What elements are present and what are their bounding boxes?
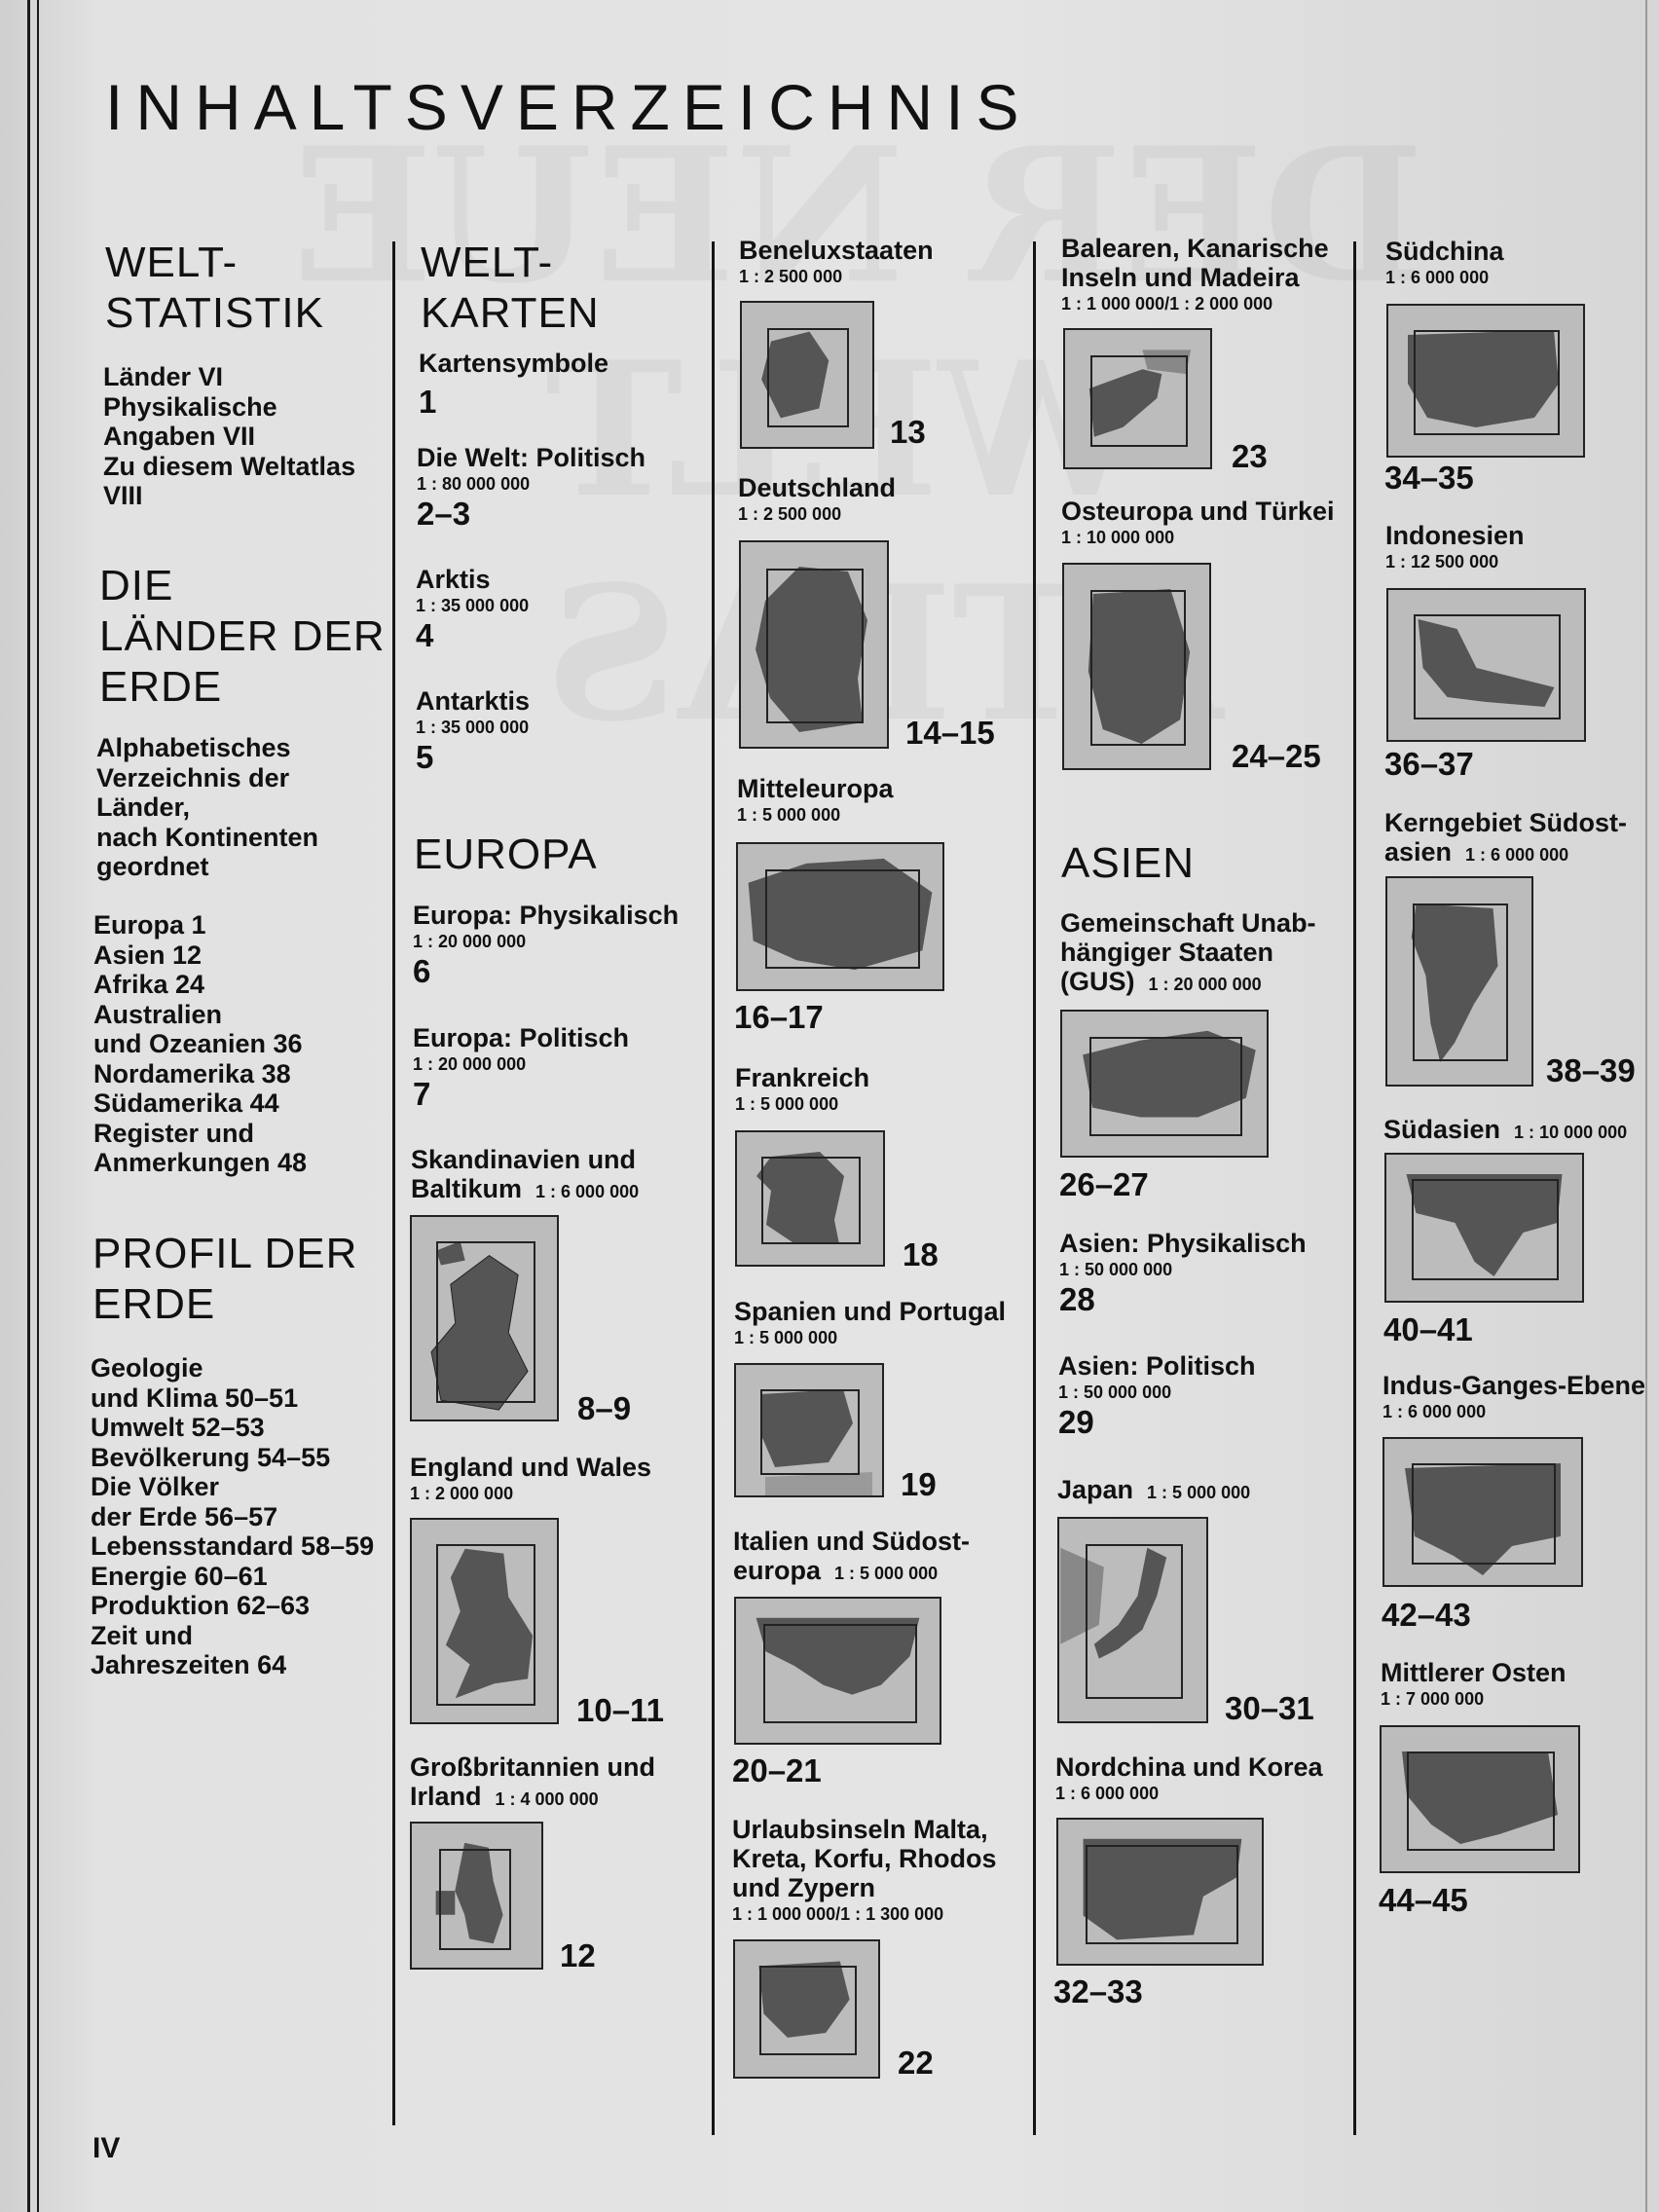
binding-line bbox=[27, 0, 30, 2212]
list-item[interactable]: Länder VI bbox=[103, 362, 224, 391]
entry-pages: 38–39 bbox=[1546, 1052, 1636, 1088]
list-item[interactable]: und Ozeanien 36 bbox=[93, 1029, 303, 1058]
list-item[interactable]: Bevölkerung 54–55 bbox=[91, 1442, 331, 1472]
entry-title: Spanien und Portugal bbox=[734, 1297, 1007, 1326]
page-title: INHALTSVERZEICHNIS bbox=[105, 71, 1032, 143]
toc-entry-indonesien[interactable] bbox=[1385, 521, 1525, 573]
list-item[interactable]: geordnet bbox=[96, 852, 209, 881]
entry-scale: 1 : 2 500 000 bbox=[738, 504, 842, 524]
list-item[interactable]: Südamerika 44 bbox=[93, 1088, 279, 1118]
entry-title: Frankreich bbox=[735, 1063, 870, 1092]
list-item[interactable]: Anmerkungen 48 bbox=[93, 1148, 308, 1177]
map-frame bbox=[1414, 330, 1560, 435]
entry-scale: 1 : 7 000 000 bbox=[1381, 1689, 1485, 1709]
toc-entry-kerngebiet[interactable] bbox=[1384, 808, 1627, 869]
entry-scale: 1 : 6 000 000 bbox=[1465, 845, 1569, 865]
entry-pages: 34–35 bbox=[1384, 460, 1474, 496]
map-thumbnail-osteuropa[interactable] bbox=[1062, 563, 1211, 770]
toc-entry-frankreich[interactable] bbox=[735, 1063, 869, 1116]
map-frame bbox=[760, 1389, 860, 1475]
entry-pages: 40–41 bbox=[1383, 1311, 1473, 1347]
entry-title: Baltikum 1 : 6 000 000 bbox=[411, 1174, 640, 1203]
toc-entry-grossbritannien[interactable] bbox=[410, 1752, 655, 1814]
binding-line bbox=[37, 0, 39, 2212]
toc-entry-asien-politisch[interactable] bbox=[1058, 1351, 1256, 1441]
map-thumbnail-suedchina[interactable] bbox=[1386, 304, 1585, 458]
section-heading-laender: DIE LÄNDER DER ERDE bbox=[99, 562, 386, 711]
entry-title: Europa: Politisch bbox=[413, 1023, 630, 1052]
entry-scale: 1 : 10 000 000 bbox=[1514, 1123, 1628, 1142]
weltstatistik-list bbox=[103, 362, 355, 511]
entry-scale: 1 : 4 000 000 bbox=[495, 1789, 599, 1809]
entry-pages: 22 bbox=[898, 2045, 934, 2081]
entry-title: Italien und Südost- bbox=[733, 1527, 970, 1556]
list-item[interactable]: Afrika 24 bbox=[93, 970, 205, 999]
section-heading-asien: ASIEN bbox=[1061, 839, 1196, 887]
entry-title: Kerngebiet Südost- bbox=[1384, 808, 1628, 837]
map-thumbnail-suedasien[interactable] bbox=[1384, 1153, 1584, 1303]
entry-scale: 1 : 10 000 000 bbox=[1061, 528, 1175, 547]
map-frame bbox=[1090, 355, 1188, 447]
map-frame bbox=[759, 1966, 857, 2055]
entry-title: Arktis bbox=[416, 565, 491, 594]
entry-title: Mitteleuropa bbox=[737, 774, 894, 803]
entry-pages: 14–15 bbox=[905, 715, 995, 751]
map-thumbnail-kerngebiet[interactable] bbox=[1385, 876, 1533, 1087]
section-heading-weltstatistik: WELT- STATISTIK bbox=[105, 239, 324, 337]
entry-pages: 19 bbox=[901, 1466, 937, 1502]
map-frame bbox=[1414, 614, 1561, 719]
entry-pages: 1 bbox=[419, 384, 437, 420]
map-thumbnail-benelux[interactable] bbox=[740, 301, 874, 449]
entry-pages: 18 bbox=[903, 1236, 939, 1272]
entry-title: Die Welt: Politisch bbox=[417, 443, 646, 472]
entry-pages: 5 bbox=[416, 739, 434, 775]
entry-pages: 29 bbox=[1058, 1404, 1094, 1440]
entry-title: Inseln und Madeira bbox=[1061, 263, 1300, 292]
toc-entry-skandinavien[interactable] bbox=[411, 1145, 639, 1206]
section-heading-profil: PROFIL DER ERDE bbox=[92, 1230, 358, 1328]
entry-title: Balearen, Kanarische bbox=[1061, 234, 1329, 263]
toc-entry-asien-physikalisch[interactable] bbox=[1059, 1229, 1307, 1318]
entry-pages: 20–21 bbox=[732, 1752, 822, 1788]
list-item[interactable]: Jahreszeiten 64 bbox=[91, 1650, 287, 1679]
map-frame bbox=[1407, 1751, 1555, 1851]
list-item[interactable]: Asien 12 bbox=[93, 940, 203, 970]
entry-scale: 1 : 5 000 000 bbox=[1147, 1483, 1251, 1502]
toc-entry-welt-politisch[interactable] bbox=[417, 443, 645, 533]
map-frame bbox=[439, 1849, 511, 1950]
map-frame bbox=[1086, 1544, 1183, 1699]
list-item[interactable]: nach Kontinenten bbox=[96, 822, 318, 852]
map-thumbnail-italien[interactable] bbox=[734, 1597, 941, 1745]
entry-title: Indus-Ganges-Ebene bbox=[1382, 1371, 1646, 1400]
entry-title: Kartensymbole bbox=[419, 349, 609, 378]
map-thumbnail-gus[interactable] bbox=[1060, 1010, 1269, 1158]
entry-scale: 1 : 6 000 000 bbox=[1055, 1784, 1160, 1803]
column-divider bbox=[1353, 241, 1356, 2135]
map-thumbnail-balearen[interactable] bbox=[1063, 328, 1212, 469]
entry-title: asien 1 : 6 000 000 bbox=[1384, 837, 1569, 866]
toc-entry-europa-physikalisch[interactable] bbox=[413, 901, 679, 990]
map-thumbnail-mittlerer-osten[interactable] bbox=[1380, 1725, 1580, 1873]
map-thumbnail-indonesien[interactable] bbox=[1386, 588, 1586, 742]
map-thumbnail-grossbritannien[interactable] bbox=[410, 1822, 543, 1970]
entry-title: Großbritannien und bbox=[410, 1752, 655, 1782]
entry-pages: 36–37 bbox=[1384, 746, 1474, 782]
entry-scale: 1 : 20 000 000 bbox=[413, 1054, 527, 1074]
profil-list bbox=[91, 1353, 374, 1680]
entry-pages: 28 bbox=[1059, 1281, 1095, 1317]
entry-pages: 7 bbox=[413, 1076, 431, 1112]
entry-pages: 44–45 bbox=[1379, 1882, 1468, 1918]
toc-entry-europa-politisch[interactable] bbox=[413, 1023, 629, 1113]
toc-entry-japan[interactable] bbox=[1057, 1475, 1250, 1507]
section-heading-weltkarten: WELT- KARTEN bbox=[421, 239, 600, 337]
entry-scale: 1 : 2 000 000 bbox=[410, 1484, 514, 1503]
entry-scale: 1 : 5 000 000 bbox=[834, 1564, 939, 1583]
list-item[interactable]: Produktion 62–63 bbox=[91, 1591, 311, 1620]
entry-pages: 2–3 bbox=[417, 496, 471, 532]
entry-scale: 1 : 80 000 000 bbox=[417, 474, 531, 494]
entry-scale: 1 : 1 000 000/1 : 1 300 000 bbox=[732, 1904, 944, 1924]
entry-title: Osteuropa und Türkei bbox=[1061, 497, 1335, 526]
entry-pages: 32–33 bbox=[1053, 1973, 1143, 2009]
entry-title: Deutschland bbox=[738, 473, 897, 502]
entry-scale: 1 : 50 000 000 bbox=[1058, 1382, 1172, 1402]
entry-title: Europa: Physikalisch bbox=[413, 901, 680, 930]
list-item[interactable]: der Erde 56–57 bbox=[91, 1501, 278, 1531]
entry-title: Japan 1 : 5 000 000 bbox=[1057, 1475, 1251, 1504]
section-heading-europa: EUROPA bbox=[414, 830, 598, 878]
entry-scale: 1 : 5 000 000 bbox=[737, 805, 841, 825]
entry-title: England und Wales bbox=[410, 1453, 652, 1482]
page-number: IV bbox=[92, 2132, 121, 2164]
entry-scale: 1 : 5 000 000 bbox=[734, 1328, 838, 1347]
entry-pages: 42–43 bbox=[1382, 1597, 1471, 1633]
entry-pages: 30–31 bbox=[1225, 1690, 1314, 1726]
list-item[interactable]: Lebensstandard 58–59 bbox=[91, 1531, 375, 1561]
list-item[interactable]: Die Völker bbox=[91, 1472, 220, 1501]
entry-scale: 1 : 6 000 000 bbox=[535, 1182, 640, 1201]
list-item[interactable]: Europa 1 bbox=[93, 910, 206, 940]
entry-pages: 24–25 bbox=[1232, 738, 1321, 774]
map-thumbnail-japan[interactable] bbox=[1057, 1517, 1208, 1723]
entry-scale: 1 : 35 000 000 bbox=[416, 596, 530, 615]
toc-entry-urlaubsinseln[interactable] bbox=[732, 1815, 997, 1926]
toc-entry-arktis[interactable] bbox=[416, 565, 529, 654]
map-thumbnail-indus[interactable] bbox=[1382, 1437, 1583, 1587]
list-item[interactable]: Zu diesem Weltatlas bbox=[103, 451, 356, 481]
entry-scale: 1 : 35 000 000 bbox=[416, 718, 530, 737]
entry-title: europa 1 : 5 000 000 bbox=[733, 1556, 939, 1585]
entry-scale: 1 : 12 500 000 bbox=[1385, 552, 1499, 571]
toc-entry-nordchina[interactable] bbox=[1055, 1752, 1323, 1805]
toc-entry-spanien[interactable] bbox=[734, 1297, 1006, 1349]
map-thumbnail-mitteleuropa[interactable] bbox=[736, 842, 944, 991]
toc-entry-england[interactable] bbox=[410, 1453, 651, 1505]
entry-title: Asien: Politisch bbox=[1058, 1351, 1256, 1381]
entry-pages: 10–11 bbox=[576, 1692, 664, 1728]
list-item[interactable]: Länder, bbox=[96, 793, 191, 822]
map-frame bbox=[766, 569, 864, 723]
map-frame bbox=[1413, 903, 1508, 1061]
map-thumbnail-deutschland[interactable] bbox=[739, 540, 889, 749]
entry-pages: 16–17 bbox=[734, 999, 824, 1035]
entry-scale: 1 : 20 000 000 bbox=[413, 932, 527, 951]
list-item[interactable]: Register und bbox=[93, 1118, 255, 1148]
entry-scale: 1 : 5 000 000 bbox=[735, 1094, 839, 1114]
list-item[interactable]: Physikalische bbox=[103, 391, 277, 422]
map-frame bbox=[1089, 1037, 1242, 1136]
entry-scale: 1 : 6 000 000 bbox=[1385, 268, 1490, 287]
map-thumbnail-spanien[interactable] bbox=[734, 1363, 884, 1497]
list-item[interactable]: Angaben VII bbox=[103, 422, 256, 451]
entry-pages: 13 bbox=[890, 414, 926, 450]
map-thumbnail-frankreich[interactable] bbox=[735, 1130, 885, 1267]
toc-entry-mitteleuropa[interactable] bbox=[737, 774, 894, 827]
entry-scale: 1 : 50 000 000 bbox=[1059, 1260, 1173, 1279]
toc-entry-italien[interactable] bbox=[733, 1527, 970, 1588]
list-item[interactable]: Umwelt 52–53 bbox=[91, 1413, 265, 1442]
list-item[interactable]: Energie 60–61 bbox=[91, 1561, 268, 1591]
entry-title: Südasien 1 : 10 000 000 bbox=[1383, 1115, 1628, 1144]
map-frame bbox=[1090, 590, 1186, 746]
list-item[interactable]: Verzeichnis der bbox=[96, 762, 290, 793]
list-item[interactable]: Geologie bbox=[91, 1353, 203, 1382]
map-frame bbox=[436, 1241, 535, 1403]
toc-entry-kartensymbole[interactable] bbox=[419, 349, 608, 421]
entry-scale: 1 : 1 000 000/1 : 2 000 000 bbox=[1061, 294, 1273, 313]
entry-title: Gemeinschaft Unab- bbox=[1060, 908, 1316, 938]
entry-title: Mittlerer Osten bbox=[1381, 1658, 1567, 1687]
toc-entry-mittlerer-osten[interactable] bbox=[1381, 1658, 1567, 1711]
toc-entry-benelux[interactable] bbox=[739, 236, 934, 288]
entry-pages: 8–9 bbox=[577, 1390, 632, 1426]
column-divider bbox=[1033, 241, 1036, 2135]
entry-title: Irland 1 : 4 000 000 bbox=[410, 1782, 599, 1811]
list-item[interactable]: und Klima 50–51 bbox=[91, 1382, 299, 1413]
entry-title: (GUS) 1 : 20 000 000 bbox=[1060, 967, 1262, 996]
map-frame bbox=[1086, 1845, 1238, 1944]
toc-entry-deutschland[interactable] bbox=[738, 473, 896, 526]
map-frame bbox=[763, 1624, 917, 1723]
toc-entry-indus[interactable] bbox=[1382, 1371, 1645, 1423]
map-thumbnail-nordchina[interactable] bbox=[1056, 1818, 1264, 1966]
list-item[interactable]: Zeit und bbox=[91, 1620, 193, 1650]
toc-entry-osteuropa[interactable] bbox=[1061, 497, 1335, 549]
map-frame bbox=[436, 1544, 535, 1706]
toc-entry-gus[interactable] bbox=[1060, 908, 1316, 999]
entry-title: Antarktis bbox=[416, 686, 531, 716]
entry-scale: 1 : 6 000 000 bbox=[1382, 1402, 1487, 1421]
entry-title: Asien: Physikalisch bbox=[1059, 1229, 1307, 1258]
continents-list bbox=[93, 910, 307, 1178]
entry-title: hängiger Staaten bbox=[1060, 938, 1274, 967]
entry-title: Beneluxstaaten bbox=[739, 236, 934, 265]
entry-title: Nordchina und Korea bbox=[1055, 1752, 1323, 1782]
toc-entry-suedchina[interactable] bbox=[1385, 237, 1504, 289]
entry-pages: 6 bbox=[413, 953, 431, 989]
list-item[interactable]: Alphabetisches bbox=[96, 733, 291, 762]
map-thumbnail-england[interactable] bbox=[410, 1518, 559, 1724]
entry-scale: 1 : 2 500 000 bbox=[739, 267, 843, 286]
map-frame bbox=[761, 1157, 861, 1244]
map-frame bbox=[765, 869, 920, 969]
entry-scale: 1 : 20 000 000 bbox=[1148, 975, 1262, 994]
entry-title: und Zypern bbox=[732, 1873, 875, 1902]
column-divider bbox=[712, 241, 715, 2135]
list-item[interactable]: Australien bbox=[93, 999, 223, 1029]
entry-title: Urlaubsinseln Malta, bbox=[732, 1815, 988, 1844]
page-edge bbox=[1645, 0, 1647, 2212]
list-item[interactable]: VIII bbox=[103, 481, 143, 510]
column-divider bbox=[392, 241, 395, 2125]
list-item[interactable]: Nordamerika 38 bbox=[93, 1058, 291, 1088]
entry-pages: 12 bbox=[560, 1937, 596, 1973]
entry-title: Skandinavien und bbox=[411, 1145, 637, 1174]
entry-title: Südchina bbox=[1385, 237, 1504, 266]
map-thumbnail-skandinavien[interactable] bbox=[410, 1215, 559, 1421]
map-thumbnail-urlaubsinseln[interactable] bbox=[733, 1939, 880, 2079]
entry-pages: 26–27 bbox=[1059, 1166, 1149, 1202]
entry-title: Kreta, Korfu, Rhodos bbox=[732, 1844, 997, 1873]
toc-entry-antarktis[interactable] bbox=[416, 686, 530, 776]
entry-pages: 4 bbox=[416, 617, 434, 653]
toc-entry-suedasien[interactable] bbox=[1383, 1115, 1627, 1147]
entry-pages: 23 bbox=[1232, 438, 1268, 474]
entry-title: Indonesien bbox=[1385, 521, 1525, 550]
map-frame bbox=[1412, 1179, 1559, 1280]
toc-entry-balearen[interactable] bbox=[1061, 234, 1329, 315]
laender-list bbox=[96, 733, 318, 882]
map-frame bbox=[1412, 1463, 1556, 1565]
map-frame bbox=[767, 328, 849, 427]
